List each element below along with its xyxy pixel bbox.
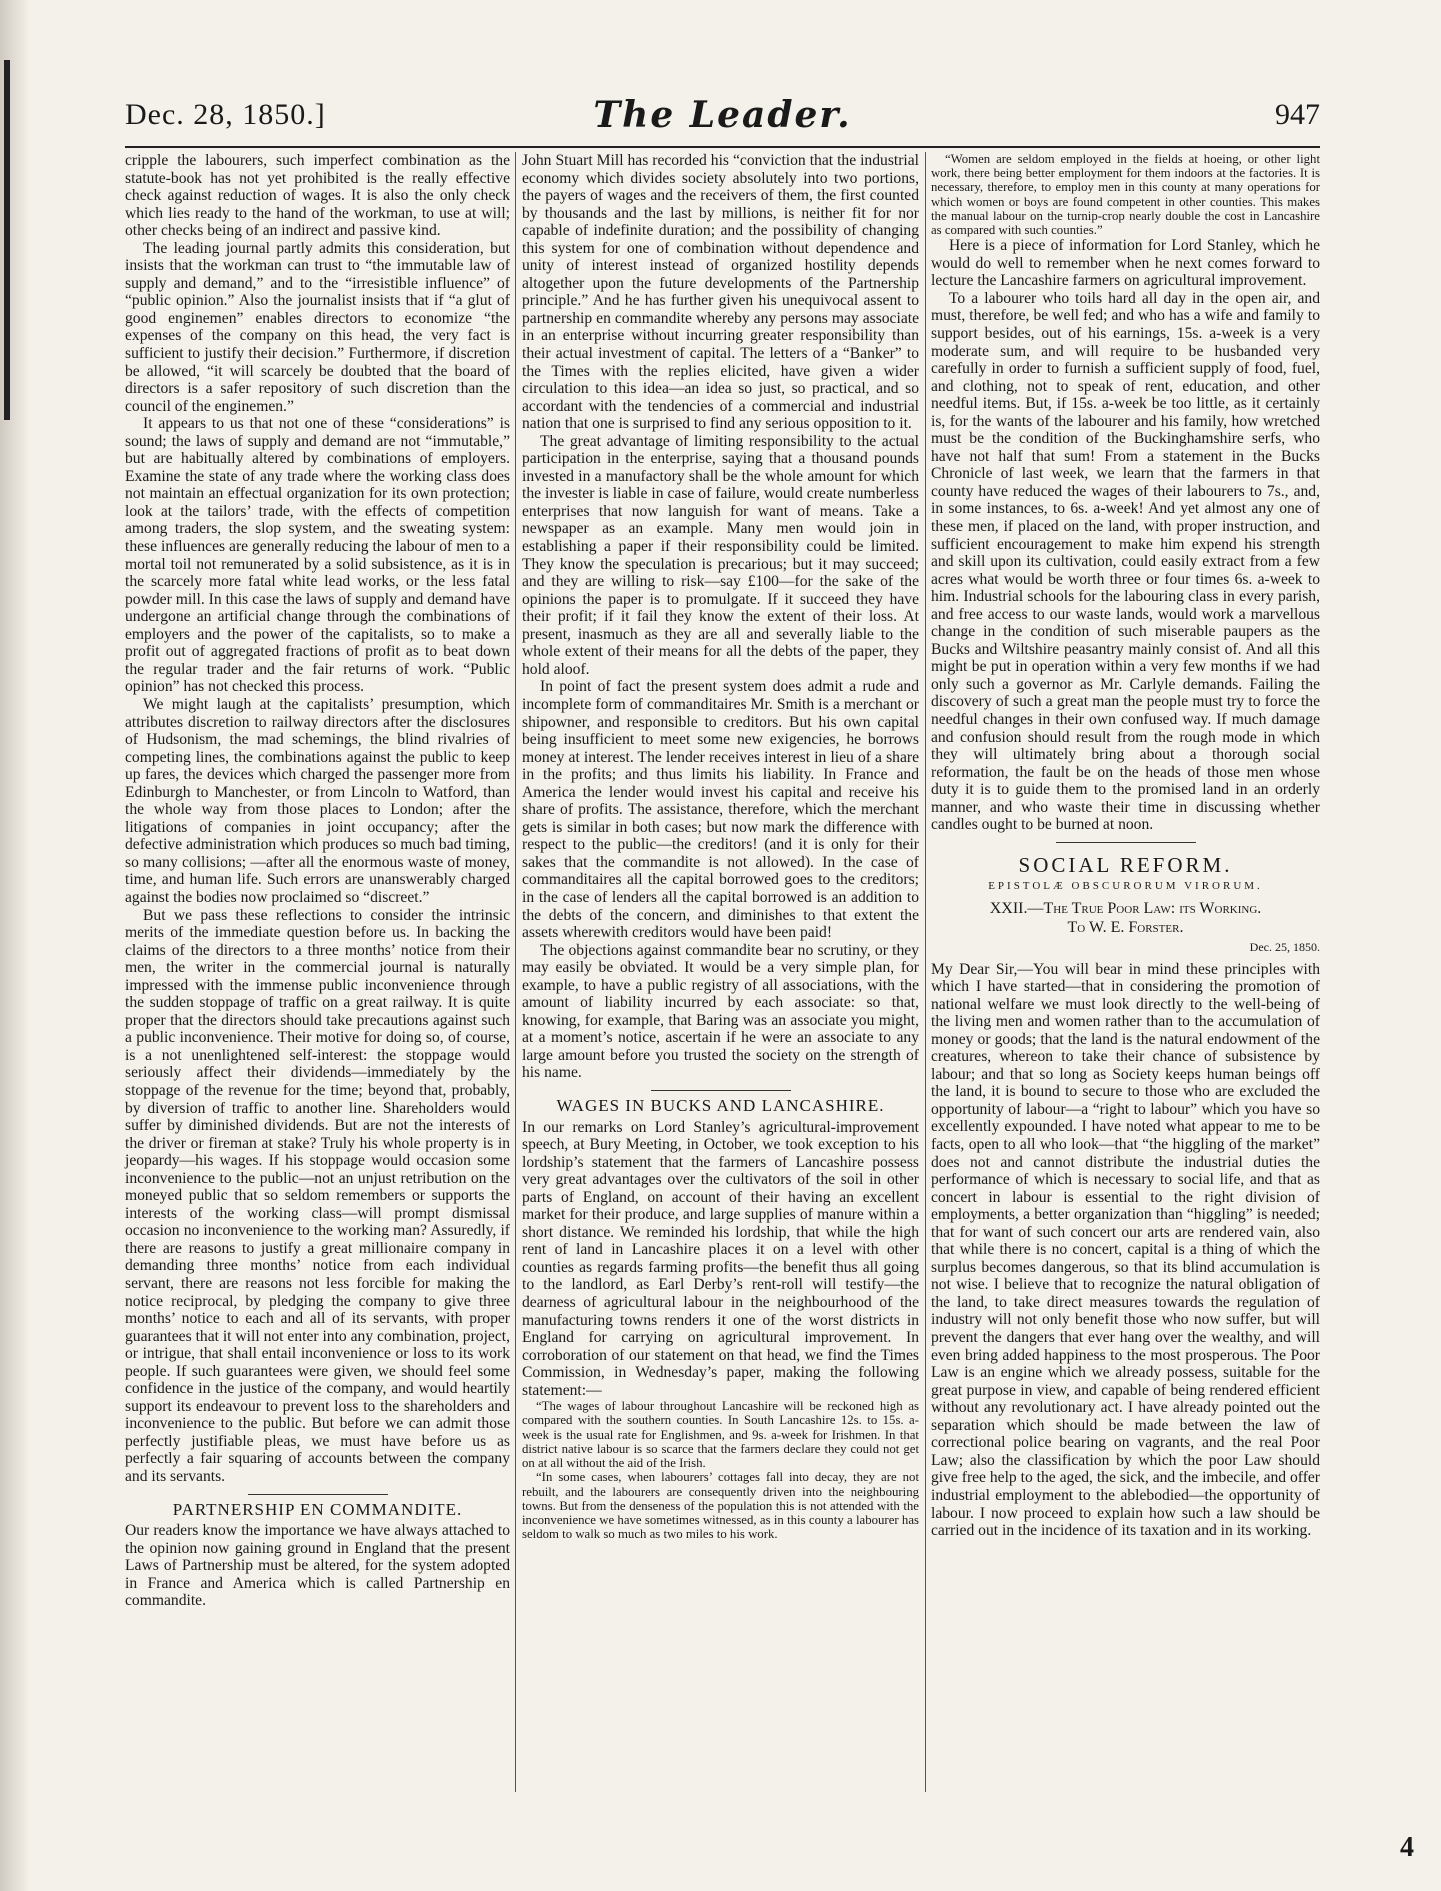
page-number: 947	[1275, 98, 1320, 131]
paragraph: It appears to us that not one of these “considerations” is sound; the laws of supply and demand are not “immutable,” but are habitually altered by combinations of employers. Examine the state of any trade where the working class does not maintain an effectual organization for its own protection; look at the tailors’ trade, with the effects of competition among traders, the slop system, and the sweating system: these influences are generally reducing the labour of men to a mortal toil not remunerated by a solid subsistence, as it is in the scarcely more fatal white lead works, or the less fatal powder mill. In this case the laws of supply and demand have undergone an artificial change through the combinations of employers and the power of the capitalists, so to make a profit out of aggregated fractions of profit as to beat down the regular trader and the fair returns of work. “Public opinion” has not checked this process.	[125, 415, 510, 696]
letter-date: Dec. 25, 1850.	[1249, 940, 1320, 954]
paragraph: To a labourer who toils hard all day in the open air, and must, therefore, be well fed; and who has a wife and family to support besides, out of his earnings, 15s. a-week is a very moderate sum, and will require to be husbanded very carefully in order to furnish a sufficient supply of food, fuel, and clothing, not to speak of rent, education, and other needful items. But, if 15s. a-week be too little, as it certainly is, for the wants of the labourer and his family, how wretched must be the condition of the Buckinghamshire serfs, who have not half that sum! From a statement in the Bucks Chronicle of last week, we learn that the farmers in that county have reduced the wages of their labourers to 7s., and, in some instances, to 6s. a-week! And yet almost any one of these men, if placed on the land, with proper instruction, and sufficient encouragement to make him expend his strength and skill upon its cultivation, could easily extract from a few acres what would be worth three or four times 6s. a-week to him. Industrial schools for the labouring class in every parish, and free access to our waste lands, would work a marvellous change in the condition of such miserable paupers as the Bucks and Wiltshire peasantry mainly consist of. And all this might be put in operation within a very few months if we had only such a governor as Mr. Carlyle demands. Failing the discovery of such a great man the people must try to force the needful changes in their own confused way. If much damage and confusion should result from the rough mode in which they will ultimately bring about a thorough social reformation, the fault be on the heads of those men whose duty it is to guide them to the promised land in an orderly manner, and who waste their time in discussing whether candles ought to be burned at noon.	[931, 289, 1320, 834]
column-1	[125, 152, 510, 1610]
section-rule	[1056, 842, 1196, 843]
paragraph: Our readers know the importance we have always attached to the opinion now gaining ground in England that the present Laws of Partnership must be altered, for the system adopted in France and America which is called Partnership en commandite.	[125, 1522, 510, 1610]
column-2	[522, 152, 919, 1541]
paragraph: My Dear Sir,—You will bear in mind these principles with which I have started—that in considering the promotion of national welfare we must look directly to the well-being of the living men and women rather than to the accumulation of money or goods; that the land is the natural endowment of the creatures, whereon to take their chance of subsistence by labour; and that so long as Society keeps human beings off the land, it is bound to secure to those who are excluded the opportunity of labour—a “right to labour” which you have so excellently expounded. I have noted what appear to me to be facts, open to all who look—that “the higgling of the market” does not and cannot distribute the industrial duties the performance of which is necessary to social life, and that as concert in labour is essential to the right division of employments, a better organization than “higgling” is needed; that for want of such concert our arts are rendered vain, also that while there is no concert, capital is a thing of which the surplus becomes dangerous, so that its blind accumulation is not wise. I believe that to recognize the natural obligation of the land, to take direct measures towards the regulation of industry will not only benefit those who now suffer, but will prevent the dangers that ever hang over the wealthy, and will even bring added happiness to the most prosperous. The Poor Law is an engine which we already possess, suitable for the great purpose in view, and capable of being rendered efficient without any revolutionary act. I have already pointed out the separation which should be made between the law of correctional police bearing on vagrants, and the real Poor Law; also the classification by which the poor Law should give free help to the aged, the sick, and the imbecile, and offer industrial employment to the ablebodied—the opportunity of labour. I now proceed to explain how such a law should be carried out in the incidence of its taxation and in its working.	[931, 960, 1320, 1540]
section-heading: SOCIAL REFORM.	[1018, 852, 1233, 877]
letter-title: XXII.—The True Poor Law: its Working.	[989, 899, 1262, 917]
paragraph: But we pass these reflections to consider the intrinsic merits of the immediate question before us. In backing the claims of the directors to a three months’ notice from their men, the writer in the commercial journal is naturally impressed with the immense public inconvenience through the sudden stoppage of traffic on a great railway. It is quite proper that the directors should take precautions against such a public inconvenience. Their motive for doing so, of course, is a not unenlightened self-interest: the stoppage would seriously affect their dividends—immediately by the stoppage of the revenue for the time; beyond that, probably, by diversion of traffic to another line. Shareholders would suffer by diminished dividends. But are not the interests of the driver or fireman at stake? Truly his whole property is in jeopardy—his wages. If his stoppage would occasion some inconvenience to the public—not an unjust retribution on the moneyed public that so seldom remembers or supports the interests of the working class—will prompt dismissal occasion no inconvenience to the working man? Assuredly, if there are reasons to justify a great millionaire company in demanding three months’ notice from each individual servant, there are reasons not less forcible for making the notice reciprocal, by pledging the company to give three months’ notice to each and all of its servants, with proper guarantees that it will not enter into any combination, project, or intrigue, that shall entail inconvenience or loss to its work people. If such guarantees were given, we should feel some confidence in the justice of the company, and would heartily support its endeavour to prevent loss to the shareholders and inconvenience to the public. But before we can admit those perfectly justifiable pleas, we must have before us as perfectly a fair squaring of accounts between the company and its servants.	[125, 906, 510, 1486]
column-divider	[925, 152, 926, 1792]
section-heading: PARTNERSHIP EN COMMANDITE.	[172, 1499, 463, 1519]
paragraph: In point of fact the present system does admit a rude and incomplete form of commanditaires Mr. Smith is a merchant or shipowner, and responsible to creditors. But his own capital being insufficient to meet some new exigencies, he borrows money at interest. The lender receives interest in lieu of a share in the profits; and thus limits his liability. In France and America the lender would invest his capital and receive his share of profits. The assistance, therefore, which the merchant gets is similar in both cases; but now mark the difference with respect to the public—the creditors! (and it is only for their sakes that the commandite is not allowed). In the case of commanditaires all the capital borrowed goes to the creditors; in the case of lenders all the capital borrowed is an addition to the debts of the concern, and diminishes to that extent the assets wherewith creditors would have been paid!	[522, 678, 919, 942]
quoted-paragraph: “In some cases, when labourers’ cottages fall into decay, they are not rebuilt, and the labourers are consequently driven into the neighbouring towns. But from the denseness of the population this is not attended with the inconvenience we have sometimes witnessed, as in this county a labourer has seldom to walk so much as two miles to his work.	[522, 1470, 919, 1542]
page-spine	[0, 0, 30, 1891]
column-3	[931, 152, 1320, 1540]
paragraph: In our remarks on Lord Stanley’s agricultural-improvement speech, at Bury Meeting, in October, we took exception to his lordship’s statement that the farmers of Lancashire possess very great advantages over the cultivators of the soil in other parts of England, on account of their having an excellent market for their produce, and large supplies of manure within a short distance. We reminded his lordship, that while the high rent of land in Lancashire places it on a level with other counties as regards farming profits—the benefit thus all going to the landlord, as Earl Derby’s rent-roll will testify—the dearness of agricultural labour in the neighbourhood of the manufacturing towns renders it one of the worst districts in England for carrying on agricultural improvement. In corroboration of our statement on that head, we find the Times Commission, in Wednesday’s paper, making the following statement:—	[522, 1118, 919, 1399]
column-divider	[515, 152, 516, 1792]
paragraph: The leading journal partly admits this consideration, but insists that the workman can trust to “the immutable law of supply and demand,” and to the “irresistible influence” of “public opinion.” Also the journalist insists that if “a glut of good enginemen” enables directors to economize “the expenses of the company on this head, the very fact is sufficient to justify their decision.” Furthermore, if discretion be allowed, “it will scarcely be doubted that the board of directors is a safer repository of such discretion than the council of the enginemen.”	[125, 239, 510, 415]
paragraph: The great advantage of limiting responsibility to the actual participation in the enterprise, saying that a thousand pounds invested in a manufactory shall be the whole amount for which the invester is liable in case of failure, would create numberless enterprises that now languish for want of means. Take a newspaper as an example. Many men would join in establishing a paper if their responsibility could be limited. They know the speculation is precarious; but it may succeed; and they are willing to risk—say £100—for the sake of the opinions the paper is to promulgate. If it succeed they have their profit; if it fail they know the extent of their loss. At present, inasmuch as they are all and severally liable to the whole extent of their means for all the debts of the paper, they hold aloof.	[522, 432, 919, 678]
page-header	[125, 92, 1320, 140]
section-heading: WAGES IN BUCKS AND LANCASHIRE.	[556, 1095, 885, 1115]
masthead-title: The Leader.	[593, 94, 852, 136]
section-rule	[248, 1494, 388, 1495]
paragraph: The objections against commandite bear no scrutiny, or they may easily be obviated. It would be a very simple plan, for example, to have a public registry of all associations, with the amount of liability incurred by each associate: so that, knowing, for example, that Baring was an associate you might, at a moment’s notice, ascertain if he were an associate to any large amount before you trusted the society on the strength of his name.	[522, 941, 919, 1082]
corner-mark: 4	[1400, 1832, 1414, 1863]
quoted-paragraph: “Women are seldom employed in the fields at hoeing, or other light work, there being better employment for them indoors at the factories. It is necessary, therefore, to employ men in this county at many operations for which women or boys are found competent in other counties. This makes the manual labour on the turnip-crop nearly double the cost in Lancashire as compared with such counties.”	[931, 152, 1320, 238]
header-rule	[125, 146, 1320, 148]
letter-addressee: To W. E. Forster.	[1067, 919, 1184, 937]
section-rule	[651, 1090, 791, 1091]
issue-date: Dec. 28, 1850.]	[125, 98, 326, 131]
series-title: EPISTOLÆ OBSCURORUM VIRORUM.	[988, 880, 1263, 893]
paragraph: Here is a piece of information for Lord Stanley, which he would do well to remember when he next comes forward to lecture the Lancashire farmers on agricultural improvement.	[931, 237, 1320, 290]
binding-mark	[4, 60, 10, 420]
paragraph: cripple the labourers, such imperfect combination as the statute-book has not yet prohibited is the really effective check against reduction of wages. It is also the only check which lies ready to the hand of the workman, to use at will; other checks being of an indirect and passive kind.	[125, 152, 510, 240]
paragraph: John Stuart Mill has recorded his “conviction that the industrial economy which divides society absolutely into two portions, the payers of wages and the receivers of them, the first counted by thousands and the last by millions, is neither fit for nor capable of indefinite duration; and the possibility of changing this system for one of combination without dependence and unity of interest instead of organized hostility depends altogether upon the future developments of the Partnership principle.” And he has further given his unequivocal assent to partnership en commandite whereby any persons may associate in an enterprise without incurring greater responsibility than their actual investment of capital. The letters of a “Banker” to the Times with the replies elicited, have given a wider circulation to this idea—an idea so just, so practical, and so accordant with the tendencies of a commercial and industrial nation that one is surprised to find any serious opposition to it.	[522, 152, 919, 433]
paragraph: We might laugh at the capitalists’ presumption, which attributes discretion to railway directors after the disclosures of Hudsonism, the mad schemings, the blind rivalries of competing lines, the combinations against the public to keep up fares, the devices which charged the passenger more from Edinburgh to Manchester, or from Lincoln to Watford, than the whole way from those places to London; after the litigations of companies in joint occupancy; after the defective administration which produces so much bad timing, so many collisions; —after all the enormous waste of money, time, and human life. Such errors are unanswerably charged against the bodies now proclaimed so “discreet.”	[125, 695, 510, 906]
quoted-paragraph: “The wages of labour throughout Lancashire will be reckoned high as compared with the southern counties. In South Lancashire 12s. to 15s. a-week is the usual rate for Englishmen, and 9s. a-week for Irishmen. In that district native labour is so scarce that the farmers declare they could not get on at all without the aid of the Irish.	[522, 1399, 919, 1471]
